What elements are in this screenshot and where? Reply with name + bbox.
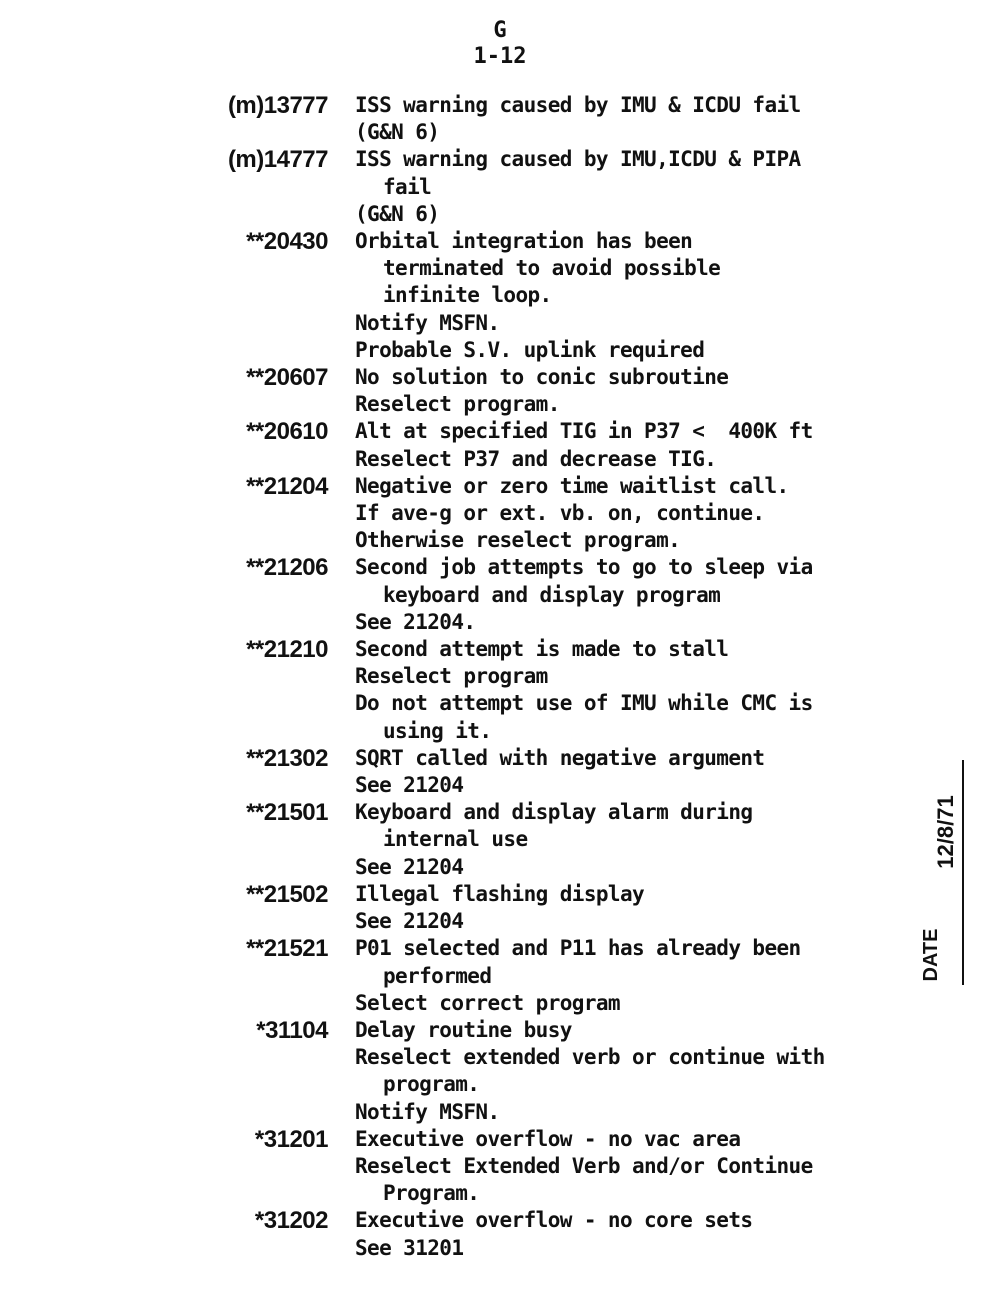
description-line: If ave-g or ext. vb. on, continue. [355,501,765,526]
description-line: ISS warning caused by IMU & ICDU fail [355,93,801,117]
description-line: Notify MSFN. [355,310,500,335]
description-line: P01 selected and P11 has already been [355,936,801,961]
alarm-entry [0,228,1000,364]
description-line: Reselect program [355,664,548,689]
alarm-code-list [0,92,1000,1262]
description-line: (G&N 6) [355,120,440,145]
description-line: Reselect extended verb or continue with [355,1045,825,1070]
alarm-entry [0,554,1000,636]
alarm-description [355,881,915,935]
date-value: 12/8/71 [933,795,958,869]
description-line: Orbital integration has been [355,229,693,254]
description-line: Otherwise reselect program. [355,528,681,553]
description-line: using it. [383,718,492,743]
alarm-code: *31104 [256,1016,328,1044]
alarm-code: **21204 [246,472,328,500]
alarm-description [355,799,915,881]
description-line: Second job attempts to go to sleep via [355,555,813,580]
alarm-code: *31201 [254,1125,328,1153]
alarm-code: **21501 [246,799,328,827]
alarm-code: **20610 [246,418,328,446]
alarm-entry [0,473,1000,555]
description-line: keyboard and display program [383,582,721,607]
description-line: See 31201 [355,1235,464,1260]
alarm-entry [0,881,1000,935]
alarm-entry [0,1126,1000,1208]
alarm-description [355,92,915,146]
description-line: Do not attempt use of IMU while CMC is [355,691,813,716]
alarm-description [355,636,915,745]
description-line: terminated to avoid possible [383,256,721,281]
description-line: Alt at specified TIG in P37 < 400K ft [355,419,813,444]
description-line: See 21204 [355,909,464,934]
alarm-entry [0,1017,1000,1126]
description-line: fail [383,174,432,199]
description-line: internal use [383,827,528,852]
alarm-description [355,364,915,418]
alarm-entry [0,418,1000,472]
section-letter: G [493,18,507,43]
description-line: Keyboard and display alarm during [355,800,753,825]
description-line: Probable S.V. uplink required [355,337,705,362]
description-line: Negative or zero time waitlist call. [355,473,789,498]
description-line: Executive overflow - no vac area [355,1126,741,1151]
date-rule [962,760,964,985]
date-block [920,760,980,990]
description-line: See 21204 [355,773,464,798]
description-line: Reselect P37 and decrease TIG. [355,446,717,471]
description-line: Notify MSFN. [355,1099,500,1124]
alarm-description [355,935,915,1017]
description-line: See 21204. [355,609,476,634]
alarm-description [355,228,915,364]
alarm-description [355,473,915,555]
alarm-code: **20430 [246,228,328,256]
description-line: Illegal flashing display [355,881,645,906]
alarm-entry [0,935,1000,1017]
alarm-code: (m)14777 [227,146,328,174]
description-line: Executive overflow - no core sets [355,1208,753,1233]
description-line: Program. [383,1181,480,1206]
alarm-entry [0,92,1000,146]
alarm-entry [0,799,1000,881]
alarm-code: *31202 [254,1207,328,1235]
description-line: ISS warning caused by IMU,ICDU & PIPA [355,147,801,172]
description-line: Select correct program [355,990,620,1015]
alarm-code: **21521 [246,935,328,963]
description-line: infinite loop. [383,283,552,308]
description-line: Reselect program. [355,392,560,417]
alarm-entry [0,745,1000,799]
alarm-description [355,418,915,472]
page-number: 1-12 [473,44,527,69]
alarm-code: (m)13777 [227,92,328,119]
alarm-description [355,745,915,799]
alarm-code: **21206 [246,554,328,582]
description-line: No solution to conic subroutine [355,365,729,390]
description-line: program. [383,1072,480,1097]
description-line: Reselect Extended Verb and/or Continue [355,1153,813,1178]
alarm-code: **21210 [246,636,328,664]
alarm-description [355,1126,915,1208]
alarm-entry [0,146,1000,228]
description-line: See 21204 [355,854,464,879]
alarm-entry [0,364,1000,418]
description-line: (G&N 6) [355,201,440,226]
alarm-code: **21302 [246,744,328,772]
alarm-description [355,1017,915,1126]
alarm-description [355,146,915,228]
alarm-entry [0,1207,1000,1261]
alarm-description [355,554,915,636]
alarm-description [355,1207,915,1261]
alarm-code: **20607 [246,364,328,392]
description-line: performed [383,963,492,988]
description-line: Second attempt is made to stall [355,637,729,662]
description-line: SQRT called with negative argument [355,745,765,770]
date-label: DATE [920,928,942,982]
description-line: Delay routine busy [355,1017,572,1042]
alarm-code: **21502 [246,880,328,908]
alarm-entry [0,636,1000,745]
